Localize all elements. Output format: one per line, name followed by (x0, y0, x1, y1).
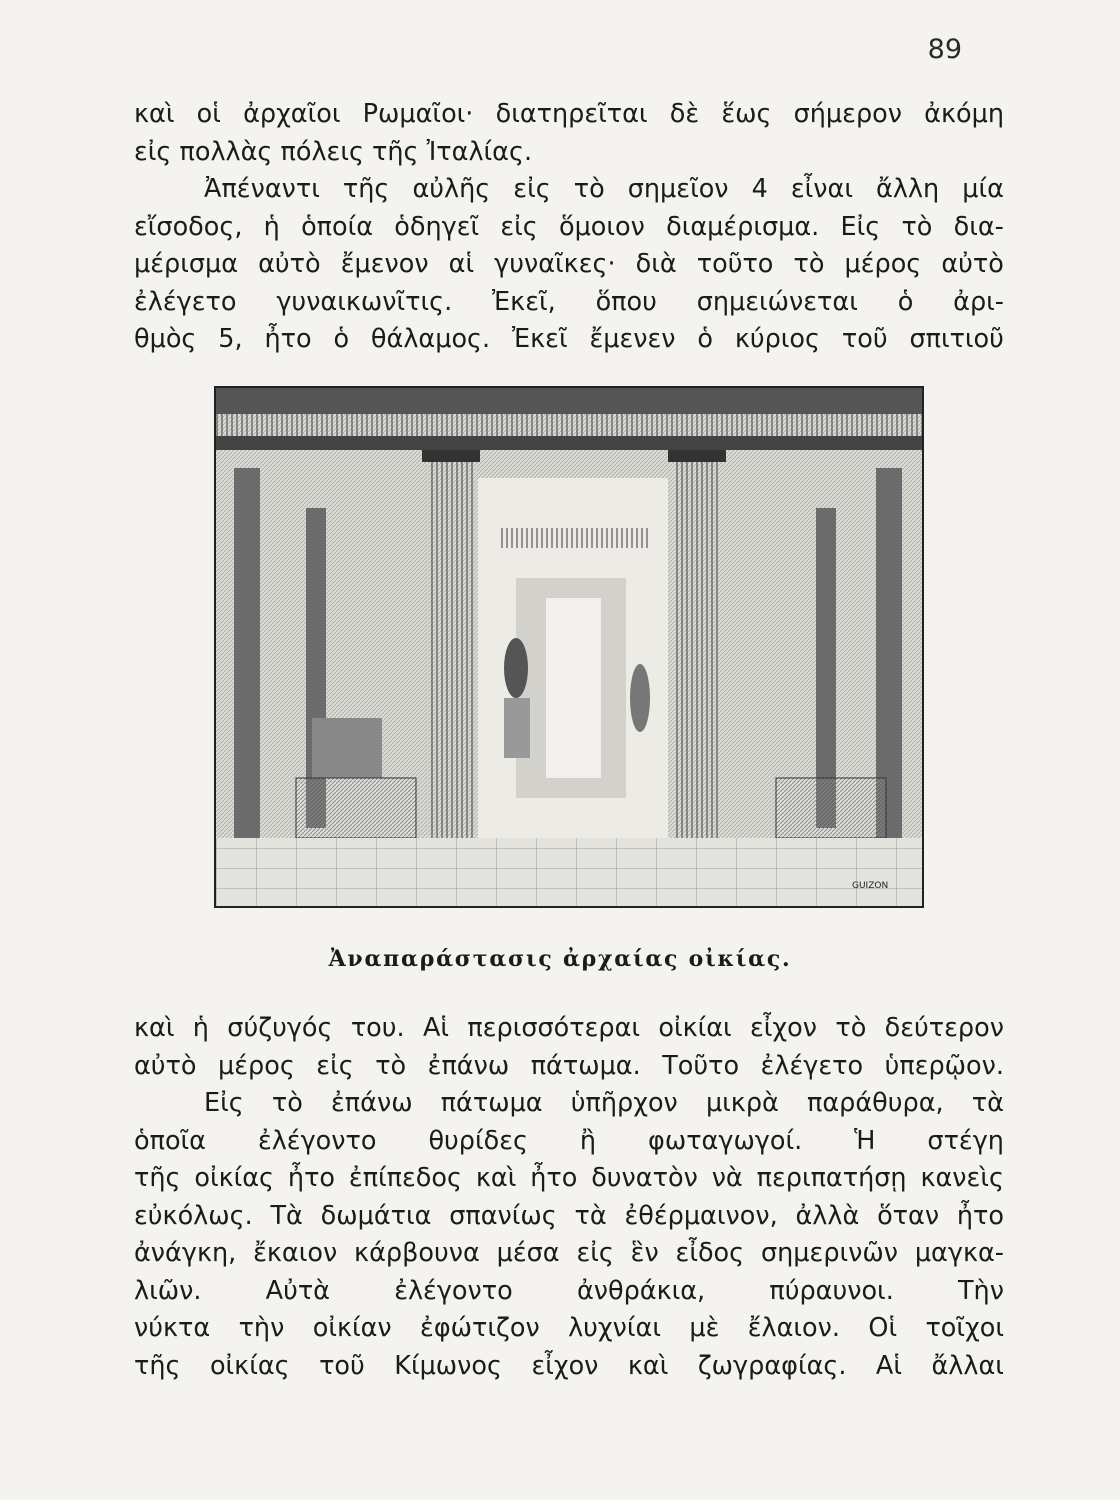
illustration-caption: Ἀναπαράστασις ἀρχαίας οἰκίας. (328, 946, 792, 972)
text-line: νύκτα τὴν οἰκίαν ἐφώτιζον λυχνίαι μὲ ἔλαιον. Οἱ τοῖχοι (134, 1313, 1004, 1343)
text-line: τῆς οἰκίας ἦτο ἐπίπεδος καὶ ἦτο δυνατὸν νὰ περιπατήσῃ κανεὶς (134, 1163, 1004, 1193)
text-line: λιῶν. Αὐτὰ ἐλέγοντο ἀνθράκια, πύραυνοι. Τὴν (134, 1275, 1004, 1306)
text-line: Ἀπέναντι τῆς αὐλῆς εἰς τὸ σημεῖον 4 εἶναι ἄλλη μία (204, 174, 1004, 204)
text-line: αὐτὸ μέρος εἰς τὸ ἐπάνω πάτωμα. Τοῦτο ἐλέγετο ὑπερῷον. (134, 1050, 1004, 1081)
text-line: εἴσοδος, ἡ ὁποία ὁδηγεῖ εἰς ὅμοιον διαμέρισμα. Εἰς τὸ δια- (134, 211, 1004, 242)
text-line: θμὸς 5, ἦτο ὁ θάλαμος. Ἐκεῖ ἔμενεν ὁ κύριος τοῦ σπιτιοῦ (134, 324, 1004, 354)
text-line: Εἰς τὸ ἐπάνω πάτωμα ὑπῆρχον μικρὰ παράθυρα, τὰ (204, 1088, 1004, 1118)
text-line: ἐλέγετο γυναικωνῖτις. Ἐκεῖ, ὅπου σημειώνεται ὁ ἀρι- (134, 286, 1004, 317)
house-illustration (214, 386, 924, 908)
text-line: εἰς πολλὰς πόλεις τῆς Ἰταλίας. (134, 136, 533, 167)
paragraph-top (134, 96, 1004, 359)
text-line: ὁποῖα ἐλέγοντο θυρίδες ἢ φωταγωγοί. Ἡ στέγη (134, 1125, 1004, 1156)
text-line: εὐκόλως. Τὰ δωμάτια σπανίως τὰ ἐθέρμαινον, ἀλλὰ ὅταν ἦτο (134, 1200, 1004, 1231)
text-line: καὶ οἱ ἀρχαῖοι Ρωμαῖοι· διατηρεῖται δὲ ἕως σήμερον ἀκόμη (134, 99, 1004, 129)
text-line: ἀνάγκη, ἔκαιον κάρβουνα μέσα εἰς ἓν εἶδος σημερινῶν μαγκα- (134, 1238, 1004, 1268)
illustration-signature: GUIZON (852, 881, 889, 891)
text-line: τῆς οἰκίας τοῦ Κίμωνος εἶχον καὶ ζωγραφίας. Αἱ ἄλλαι (134, 1350, 1004, 1381)
text-line: μέρισμα αὐτὸ ἔμενον αἱ γυναῖκες· διὰ τοῦτο τὸ μέρος αὐτὸ (134, 249, 1004, 279)
paragraph-bottom (134, 1010, 1004, 1385)
page-number: 89 (927, 34, 962, 65)
text-line: καὶ ἡ σύζυγός του. Αἱ περισσότεραι οἰκίαι εἶχον τὸ δεύτερον (134, 1013, 1004, 1043)
